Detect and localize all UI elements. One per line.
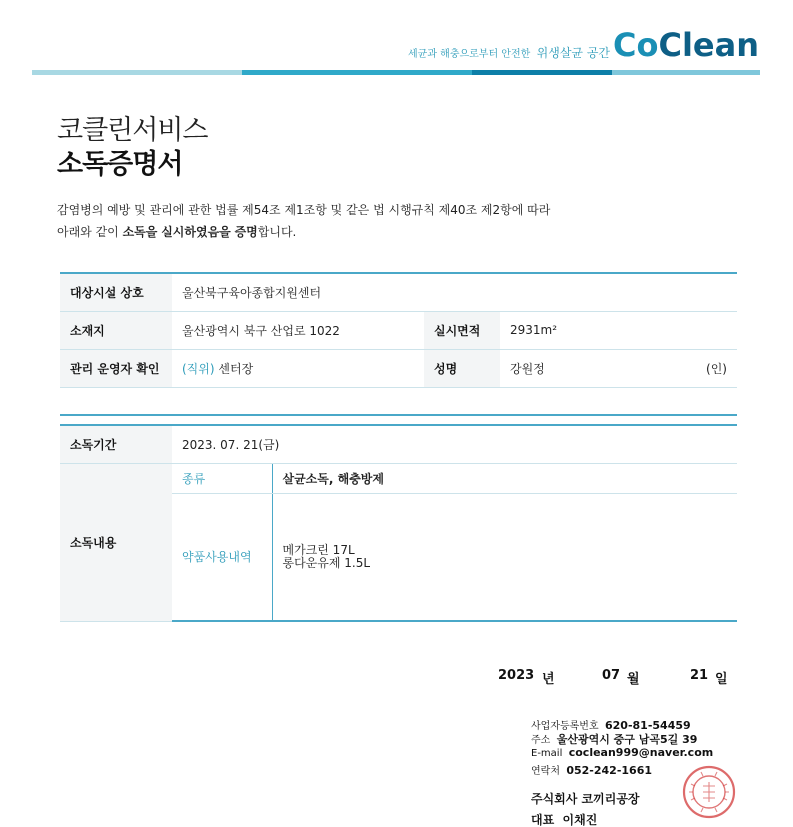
chem-line: 메가크린 17L [282,542,355,557]
intro-bold: 실시하였음을 [161,225,231,239]
intro-bold: 소독을 [122,225,158,239]
table-row [60,387,737,415]
brand-co: Co [613,26,659,64]
rep-name: 이채진 [562,813,598,827]
person-label: 성명 [424,349,500,387]
color-bar-segment [612,70,760,75]
header [0,0,793,80]
company-representative [531,811,597,827]
company-reg [531,717,691,732]
addr-value: 울산광역시 중구 남곡5길 39 [556,733,698,746]
table-row [60,425,737,463]
phone-label: 연락처 [531,766,560,777]
area-label: 실시면적 [424,311,500,349]
document-subtitle: 코클린서비스 [57,115,208,146]
company-name: 주식회사 코끼리공장 [531,792,640,806]
date-year: 2023 [498,668,535,683]
company-address [531,731,697,747]
tagline [408,44,610,61]
date-day-unit: 일 [715,672,728,687]
table-row [60,463,737,493]
chem-value [272,493,737,621]
intro-text: 아래와 같이 [57,225,123,239]
table-row [60,311,737,349]
chem-label: 약품사용내역 [172,493,272,621]
person-value: 강원정 [500,349,677,387]
address-label: 소재지 [60,311,172,349]
empty-cell [172,387,737,415]
table-row [60,349,737,387]
color-bar-segment [242,70,472,75]
tagline-large: 위생살균 공간 [536,46,611,60]
email-value: coclean999@naver.com [568,746,714,759]
intro-text: 합니다. [257,225,297,239]
phone-value: 052-242-1661 [566,764,653,777]
date-year-unit: 년 [542,672,555,687]
reg-label: 사업자등록번호 [531,721,599,732]
tagline-small: 세균과 해충으로부터 안전한 [408,49,531,60]
content-label: 소독내용 [60,463,172,621]
intro-line-1: 감염병의 예방 및 관리에 관한 법률 제54조 제1조항 및 같은 법 시행규칙 제40조 제2항에 따라 [57,203,551,217]
color-bar-segment [32,70,242,75]
intro-line-2 [57,223,296,240]
email-label: E-mail [531,748,563,759]
period-value: 2023. 07. 21(금) [172,425,737,463]
document-title: 소독증명서 [57,149,183,180]
area-value: 2931m² [500,311,737,349]
facility-name-label: 대상시설 상호 [60,273,172,311]
brand-logo [613,26,759,64]
manager-label: 관리 운영자 확인 [60,349,172,387]
rep-label: 대표 [531,813,555,827]
facility-table [60,272,737,416]
date-month-unit: 월 [627,672,640,687]
brand-clean: Clean [658,26,759,64]
addr-label: 주소 [531,735,551,746]
seal-mark: (인) [677,349,737,387]
manager-position [172,349,424,387]
header-color-bar [32,70,760,75]
color-bar-segment [472,70,612,75]
disinfection-table [60,424,737,622]
reg-value: 620-81-54459 [604,719,691,732]
position-value: 센터장 [218,361,254,376]
intro-bold: 증명 [234,225,258,239]
type-value: 살균소독, 해충방제 [272,463,737,493]
period-label: 소독기간 [60,425,172,463]
position-label: (직위) [182,361,215,376]
company-seal-icon [681,764,737,820]
company-phone [531,762,652,777]
address-value: 울산광역시 북구 산업로 1022 [172,311,424,349]
chem-line: 롱다운유제 1.5L [282,555,371,570]
empty-cell [60,387,172,415]
facility-name-value: 울산북구육아종합지원센터 [172,273,737,311]
company-email [531,746,713,759]
table-row [60,273,737,311]
date-month: 07 [602,668,621,683]
type-label: 종류 [172,463,272,493]
date-day: 21 [690,668,709,683]
